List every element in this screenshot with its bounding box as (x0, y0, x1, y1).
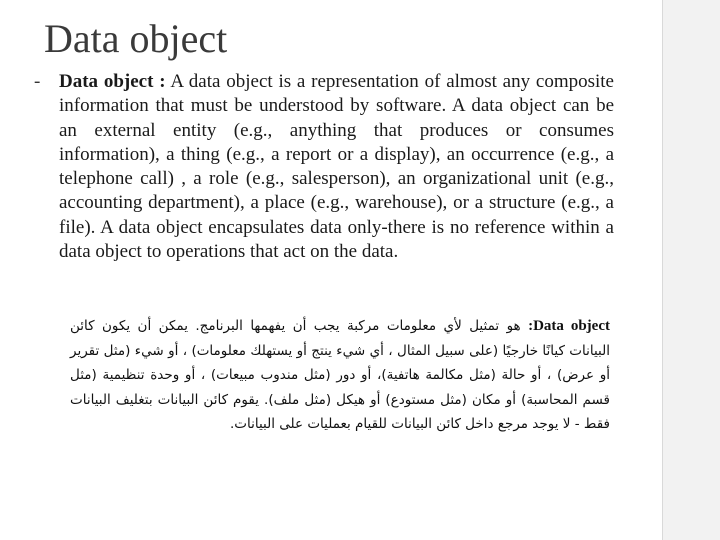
bullet-marker: - (34, 71, 41, 92)
bullet-body: A data object is a representation of almost any composite information that must be understood by software. A data object can be an external entity (e.g., anything that produces or consumes information), a thing (e.g., a report or a display), an occurrence (e.g., a telephone call) , a role (e.g., salesperson), an organizational unit (e.g., accounting department), a place (e.g., warehouse), or a structure (e.g., a file). A data object encapsulates data only-there is no reference within a data object to operations that act on the data. (59, 71, 614, 263)
bullet-item (36, 70, 614, 264)
slide-title: Data object (44, 16, 228, 61)
bullet-paragraph (59, 70, 614, 264)
arabic-body: هو تمثيل لأي معلومات مركبة يجب أن يفهمها البرنامج. يمكن أن يكون كائن البيانات كيانًا خارجيًا (على سبيل المثال ، أي شيء ينتج أو يستهلك معلومات) ، أو شيء (مثل تقرير أو عرض) ، أو حالة (مثل مكالمة هاتفية)، أو دور (مثل مندوب مبيعات) ، أو وحدة تنظيمية (مثل قسم المحاسبة) أو مكان (مثل مستودع) أو هيكل (مثل ملف). يقوم كائن البيانات بتغليف البيانات فقط - لا يوجد مرجع داخل كائن البيانات للقيام بعمليات على البيانات. (70, 318, 610, 432)
arabic-term: :Data object (528, 318, 610, 334)
bullet-term: Data object : (59, 71, 166, 92)
arabic-translation (70, 314, 610, 437)
side-bar (663, 0, 720, 540)
